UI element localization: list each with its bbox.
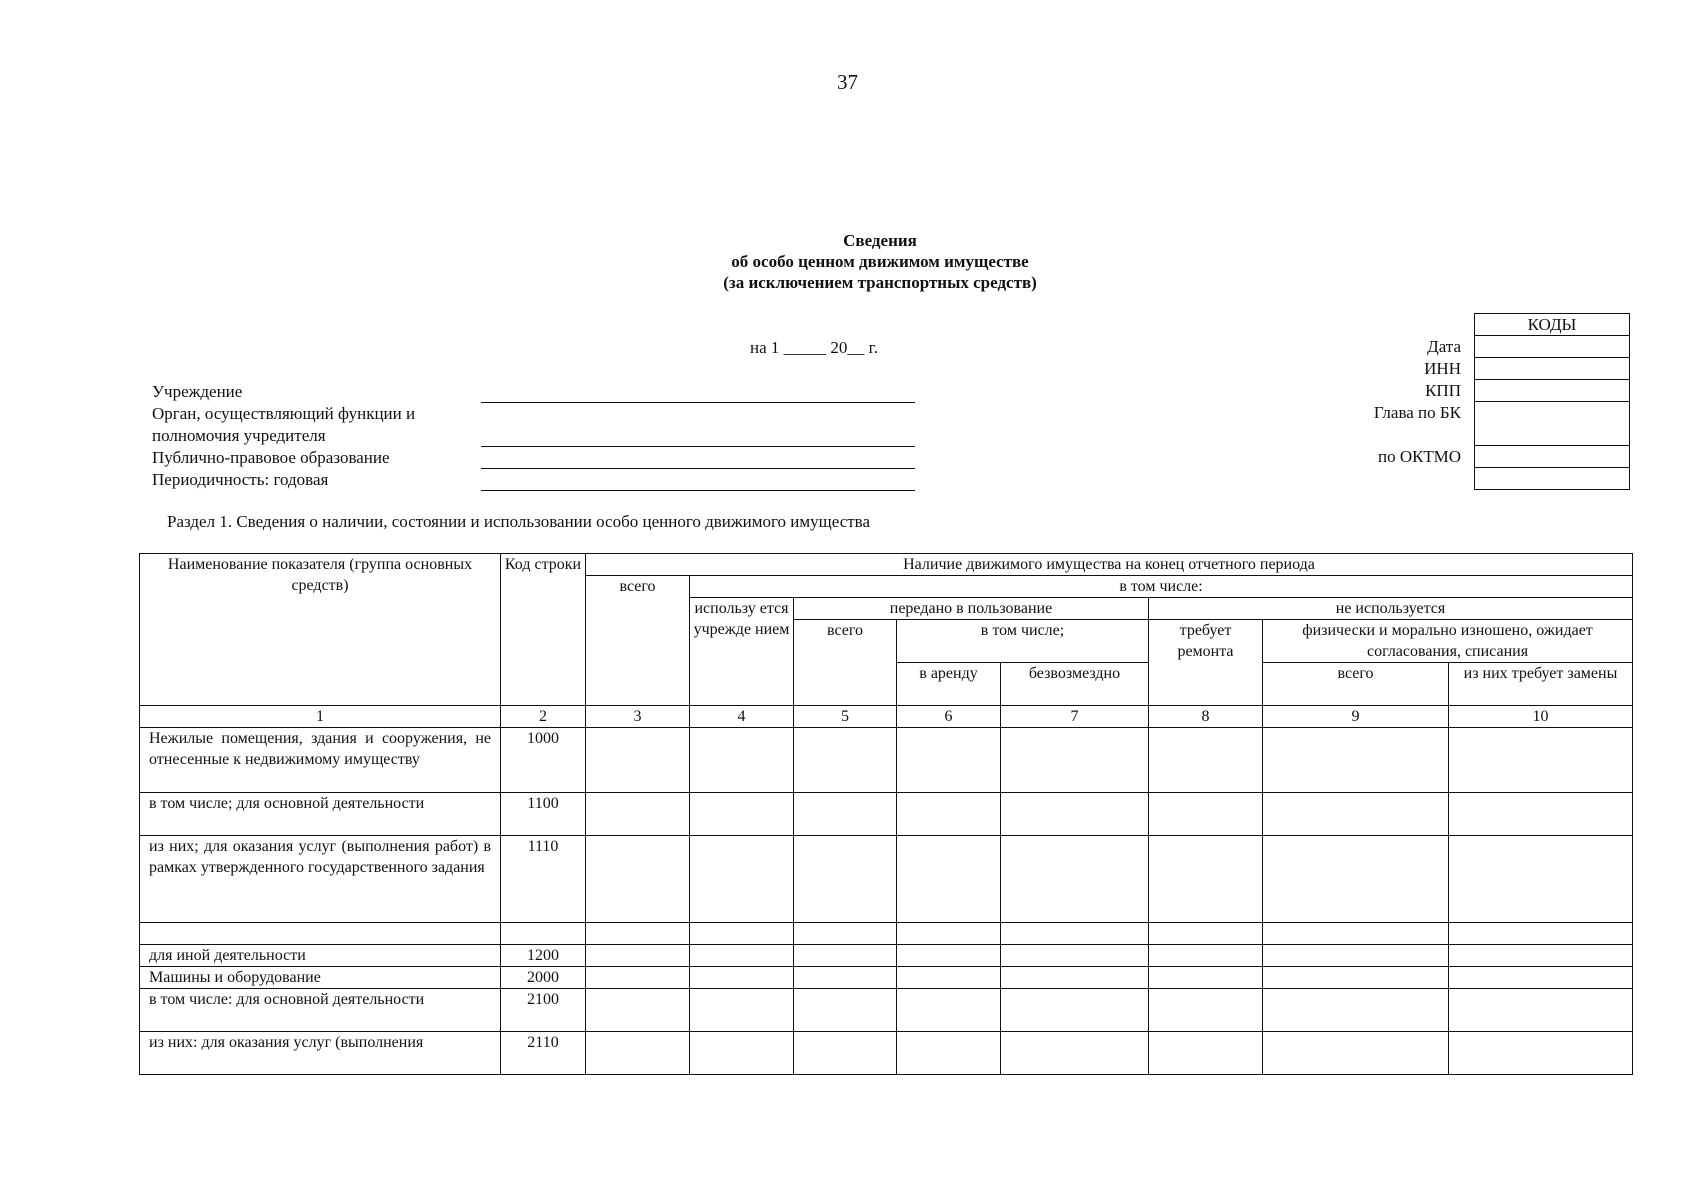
value-cell[interactable] — [1263, 1032, 1449, 1075]
row-code: 2110 — [501, 1032, 586, 1075]
table-row — [140, 728, 1633, 793]
column-number: 1 — [140, 706, 501, 728]
row-code — [501, 923, 586, 945]
code-extra-cell[interactable] — [1475, 468, 1630, 490]
value-cell[interactable] — [1263, 793, 1449, 836]
value-cell[interactable] — [1149, 1032, 1263, 1075]
value-cell[interactable] — [897, 967, 1001, 989]
property-table — [139, 553, 1633, 1075]
value-cell[interactable] — [1001, 1032, 1149, 1075]
value-cell[interactable] — [586, 793, 690, 836]
header-indicator: Наименование показателя (группа основных средств) — [140, 554, 501, 706]
value-cell[interactable] — [586, 728, 690, 793]
value-cell[interactable] — [897, 989, 1001, 1032]
value-cell[interactable] — [794, 836, 897, 923]
header-worn-out: физически и морально изношено, ожидает согласования, списания — [1263, 620, 1633, 663]
value-cell[interactable] — [1449, 945, 1633, 967]
value-cell[interactable] — [897, 836, 1001, 923]
column-number: 4 — [690, 706, 794, 728]
value-cell[interactable] — [690, 728, 794, 793]
value-cell[interactable] — [1263, 945, 1449, 967]
row-code: 1000 — [501, 728, 586, 793]
value-cell[interactable] — [690, 793, 794, 836]
value-cell[interactable] — [586, 945, 690, 967]
title-line-1: Сведения — [843, 231, 917, 250]
value-cell[interactable] — [1149, 989, 1263, 1032]
column-number: 8 — [1149, 706, 1263, 728]
value-cell[interactable] — [1001, 945, 1149, 967]
value-cell[interactable] — [1149, 836, 1263, 923]
value-cell[interactable] — [1001, 923, 1149, 945]
header-free-of-charge: безвозмездно — [1001, 663, 1149, 706]
value-cell[interactable] — [897, 945, 1001, 967]
value-cell[interactable] — [1149, 967, 1263, 989]
row-label: из них: для оказания услуг (выполнения — [140, 1032, 501, 1075]
founder-label-line1: Орган, осуществляющий функции и — [152, 404, 416, 423]
row-code: 1110 — [501, 836, 586, 923]
value-cell[interactable] — [586, 967, 690, 989]
table-row — [140, 989, 1633, 1032]
column-number: 6 — [897, 706, 1001, 728]
row-label: Машины и оборудование — [140, 967, 501, 989]
value-cell[interactable] — [690, 945, 794, 967]
value-cell[interactable] — [690, 836, 794, 923]
header-used-by-institution: использу ется учрежде нием — [690, 598, 794, 706]
value-cell[interactable] — [1263, 836, 1449, 923]
value-cell[interactable] — [1149, 923, 1263, 945]
value-cell[interactable] — [794, 1032, 897, 1075]
code-label-oktmo: по ОКТМО — [1377, 447, 1461, 466]
code-oktmo-cell[interactable] — [1475, 446, 1630, 468]
value-cell[interactable] — [586, 923, 690, 945]
value-cell[interactable] — [1001, 967, 1149, 989]
value-cell[interactable] — [586, 989, 690, 1032]
table-row — [140, 1032, 1633, 1075]
column-number: 7 — [1001, 706, 1149, 728]
founder-field-line[interactable] — [481, 446, 915, 447]
table-body — [140, 728, 1633, 1075]
value-cell[interactable] — [1449, 967, 1633, 989]
header-requires-repair: требует ремонта — [1149, 620, 1263, 706]
column-number: 10 — [1449, 706, 1633, 728]
value-cell[interactable] — [1001, 793, 1149, 836]
header-for-rent: в аренду — [897, 663, 1001, 706]
codes-header: КОДЫ — [1475, 314, 1630, 336]
value-cell[interactable] — [1263, 923, 1449, 945]
value-cell[interactable] — [1263, 728, 1449, 793]
codes-box — [1474, 313, 1630, 490]
value-cell[interactable] — [897, 793, 1001, 836]
table-row — [140, 793, 1633, 836]
header-including: в том числе: — [690, 576, 1633, 598]
value-cell[interactable] — [1263, 967, 1449, 989]
value-cell[interactable] — [1449, 793, 1633, 836]
row-label: в том числе; для основной деятельности — [140, 793, 501, 836]
title-line-3: (за исключением транспортных средств) — [723, 273, 1037, 292]
report-date-line: на 1 _____ 20__ г. — [750, 338, 878, 357]
header-requires-replacement: из них требует замены — [1449, 663, 1633, 706]
public-entity-field-line[interactable] — [481, 468, 915, 469]
row-code: 2000 — [501, 967, 586, 989]
header-availability: Наличие движимого имущества на конец отчетного периода — [586, 554, 1633, 576]
value-cell[interactable] — [794, 945, 897, 967]
value-cell[interactable] — [1149, 793, 1263, 836]
value-cell[interactable] — [897, 1032, 1001, 1075]
value-cell[interactable] — [1449, 728, 1633, 793]
institution-field-line[interactable] — [481, 402, 915, 403]
header-line-code: Код строки — [501, 554, 586, 706]
value-cell[interactable] — [1149, 728, 1263, 793]
column-number: 2 — [501, 706, 586, 728]
table-row — [140, 945, 1633, 967]
value-cell[interactable] — [1149, 945, 1263, 967]
table-row — [140, 836, 1633, 923]
public-entity-label: Публично-правовое образование — [152, 448, 390, 467]
column-number: 5 — [794, 706, 897, 728]
code-inn-cell[interactable] — [1475, 358, 1630, 380]
row-code: 1200 — [501, 945, 586, 967]
value-cell[interactable] — [586, 836, 690, 923]
code-date-cell[interactable] — [1475, 336, 1630, 358]
row-label: Нежилые помещения, здания и сооружения, не отнесенные к недвижимому имуществу — [140, 728, 501, 793]
header-transferred: передано в пользование — [794, 598, 1149, 620]
value-cell[interactable] — [690, 1032, 794, 1075]
value-cell[interactable] — [897, 728, 1001, 793]
institution-label: Учреждение — [152, 382, 243, 401]
value-cell[interactable] — [690, 967, 794, 989]
table-row — [140, 967, 1633, 989]
code-kpp-cell[interactable] — [1475, 380, 1630, 402]
value-cell[interactable] — [1001, 728, 1149, 793]
section-title: Раздел 1. Сведения о наличии, состоянии и использовании особо ценного движимого имущества — [167, 512, 871, 531]
row-code: 2100 — [501, 989, 586, 1032]
value-cell[interactable] — [690, 923, 794, 945]
row-label: из них; для оказания услуг (выполнения работ) в рамках утвержденного государственного задания — [140, 836, 501, 923]
title-line-2: об особо ценном движимом имуществе — [731, 252, 1029, 271]
value-cell[interactable] — [1449, 836, 1633, 923]
founder-label-line2: полномочия учредителя — [152, 426, 326, 445]
value-cell[interactable] — [690, 989, 794, 1032]
value-cell[interactable] — [1449, 1032, 1633, 1075]
periodicity-field-line[interactable] — [481, 490, 915, 491]
value-cell[interactable] — [794, 989, 897, 1032]
table-row — [140, 923, 1633, 945]
header-total: всего — [586, 576, 690, 706]
value-cell[interactable] — [794, 728, 897, 793]
document-title — [0, 230, 1695, 293]
value-cell[interactable] — [1001, 836, 1149, 923]
value-cell[interactable] — [1001, 989, 1149, 1032]
code-label-date: Дата — [1427, 337, 1461, 356]
header-transferred-including: в том числе; — [897, 620, 1149, 663]
value-cell[interactable] — [794, 923, 897, 945]
header-worn-total: всего — [1263, 663, 1449, 706]
value-cell[interactable] — [897, 923, 1001, 945]
value-cell[interactable] — [1263, 989, 1449, 1032]
row-label: в том числе: для основной деятельности — [140, 989, 501, 1032]
periodicity-label: Периодичность: годовая — [152, 470, 329, 489]
value-cell[interactable] — [1449, 923, 1633, 945]
code-label-bk: Глава по БК — [1373, 403, 1461, 422]
code-bk-cell[interactable] — [1475, 402, 1630, 446]
code-label-inn: ИНН — [1424, 359, 1461, 378]
row-label: для иной деятельности — [140, 945, 501, 967]
row-label — [140, 923, 501, 945]
value-cell[interactable] — [794, 967, 897, 989]
value-cell[interactable] — [586, 1032, 690, 1075]
value-cell[interactable] — [794, 793, 897, 836]
column-number: 3 — [586, 706, 690, 728]
page-number: 37 — [837, 70, 858, 94]
header-not-used: не используется — [1149, 598, 1633, 620]
row-code: 1100 — [501, 793, 586, 836]
header-transferred-total: всего — [794, 620, 897, 706]
value-cell[interactable] — [1449, 989, 1633, 1032]
code-label-kpp: КПП — [1425, 381, 1461, 400]
column-number: 9 — [1263, 706, 1449, 728]
